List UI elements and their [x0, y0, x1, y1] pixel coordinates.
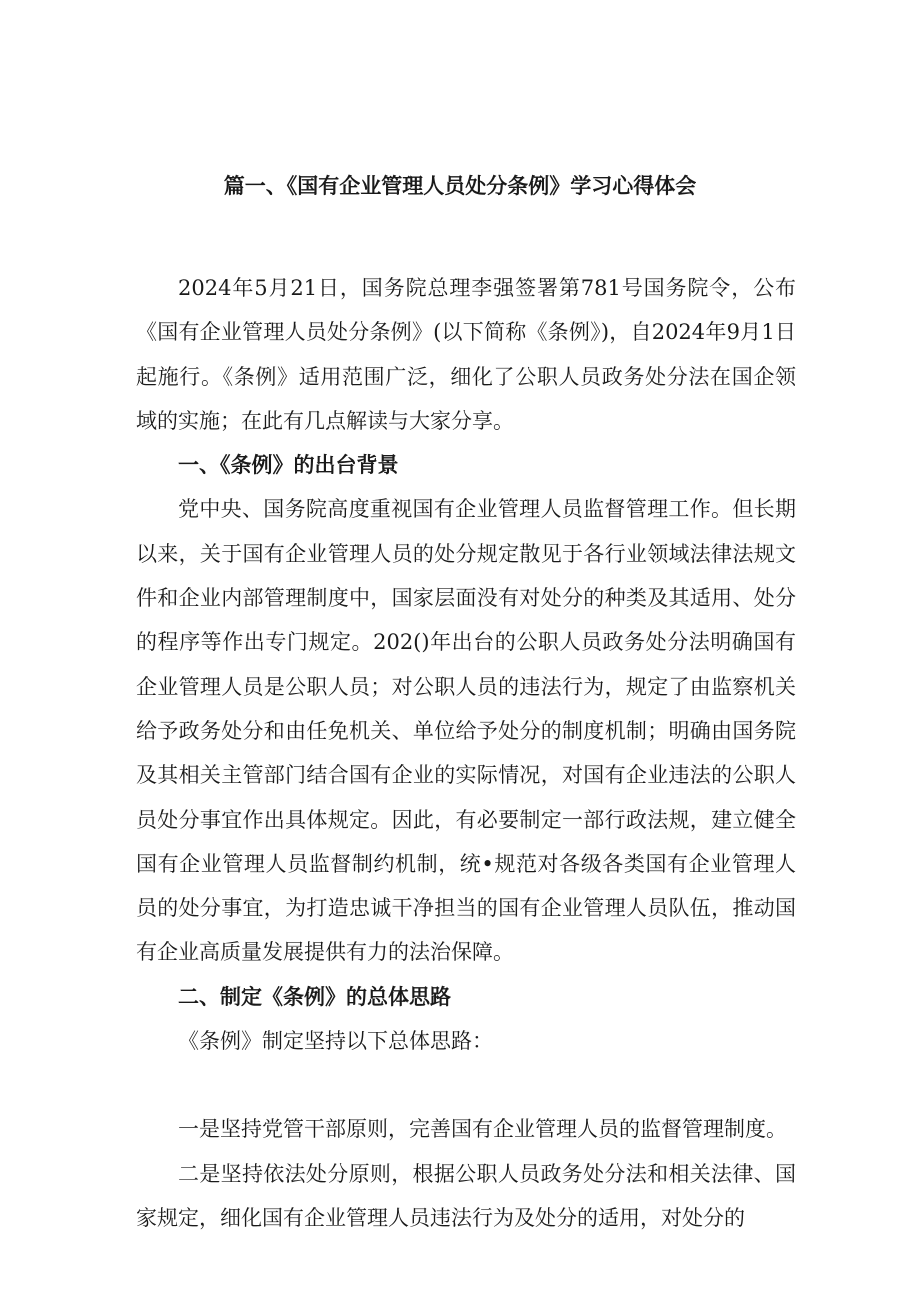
paragraph-approach-intro: 《条例》制定坚持以下总体思路： — [178, 1029, 493, 1054]
document-body — [136, 266, 796, 1240]
section-heading-background: 一、《条例》的出台背景 — [178, 453, 399, 478]
paragraph-background: 党中央、国务院高度重视国有企业管理人员监督管理工作。但长期以来，关于国有企业管理人员的处分规定散见于各行业领域法律法规文件和企业内部管理制度中，国家层面没有对处分的种类及其适用、处分的程序等作出专门规定。202()年出台的公职人员政务处分法明确国有企业管理人员是公职人员；对公职人员的违法行为，规定了由监察机关给予政务处分和由任免机关、单位给予处分的制度机制；明确由国务院及其相关主管部门结合国有企业的实际情况，对国有企业违法的公职人员处分事宜作出具体规定。因此，有必要制定一部行政法规，建立健全国有企业管理人员监督制约机制，统•规范对各级各类国有企业管理人员的处分事宜，为打造忠诚干净担当的国有企业管理人员队伍，推动国有企业高质量发展提供有力的法治保障。 — [136, 497, 796, 965]
document-title: 篇一、《国有企业管理人员处分条例》学习心得体会 — [223, 174, 697, 198]
paragraph-intro: 2024年5月21日，国务院总理李强签署第781号国务院令，公布《国有企业管理人员处分条例》(以下简称《条例》)，自2024年9月1日起施行。《条例》适用范围广泛，细化了公职人员政务处分法在国企领域的实施；在此有几点解读与大家分享。 — [136, 276, 796, 433]
paragraph-principle-two: 二是坚持依法处分原则，根据公职人员政务处分法和相关法律、国家规定，细化国有企业管理人员违法行为及处分的适用，对处分的 — [136, 1161, 796, 1230]
paragraph-principle-one: 一是坚持党管干部原则，完善国有企业管理人员的监督管理制度。 — [178, 1117, 787, 1142]
section-heading-approach: 二、制定《条例》的总体思路 — [178, 984, 451, 1009]
